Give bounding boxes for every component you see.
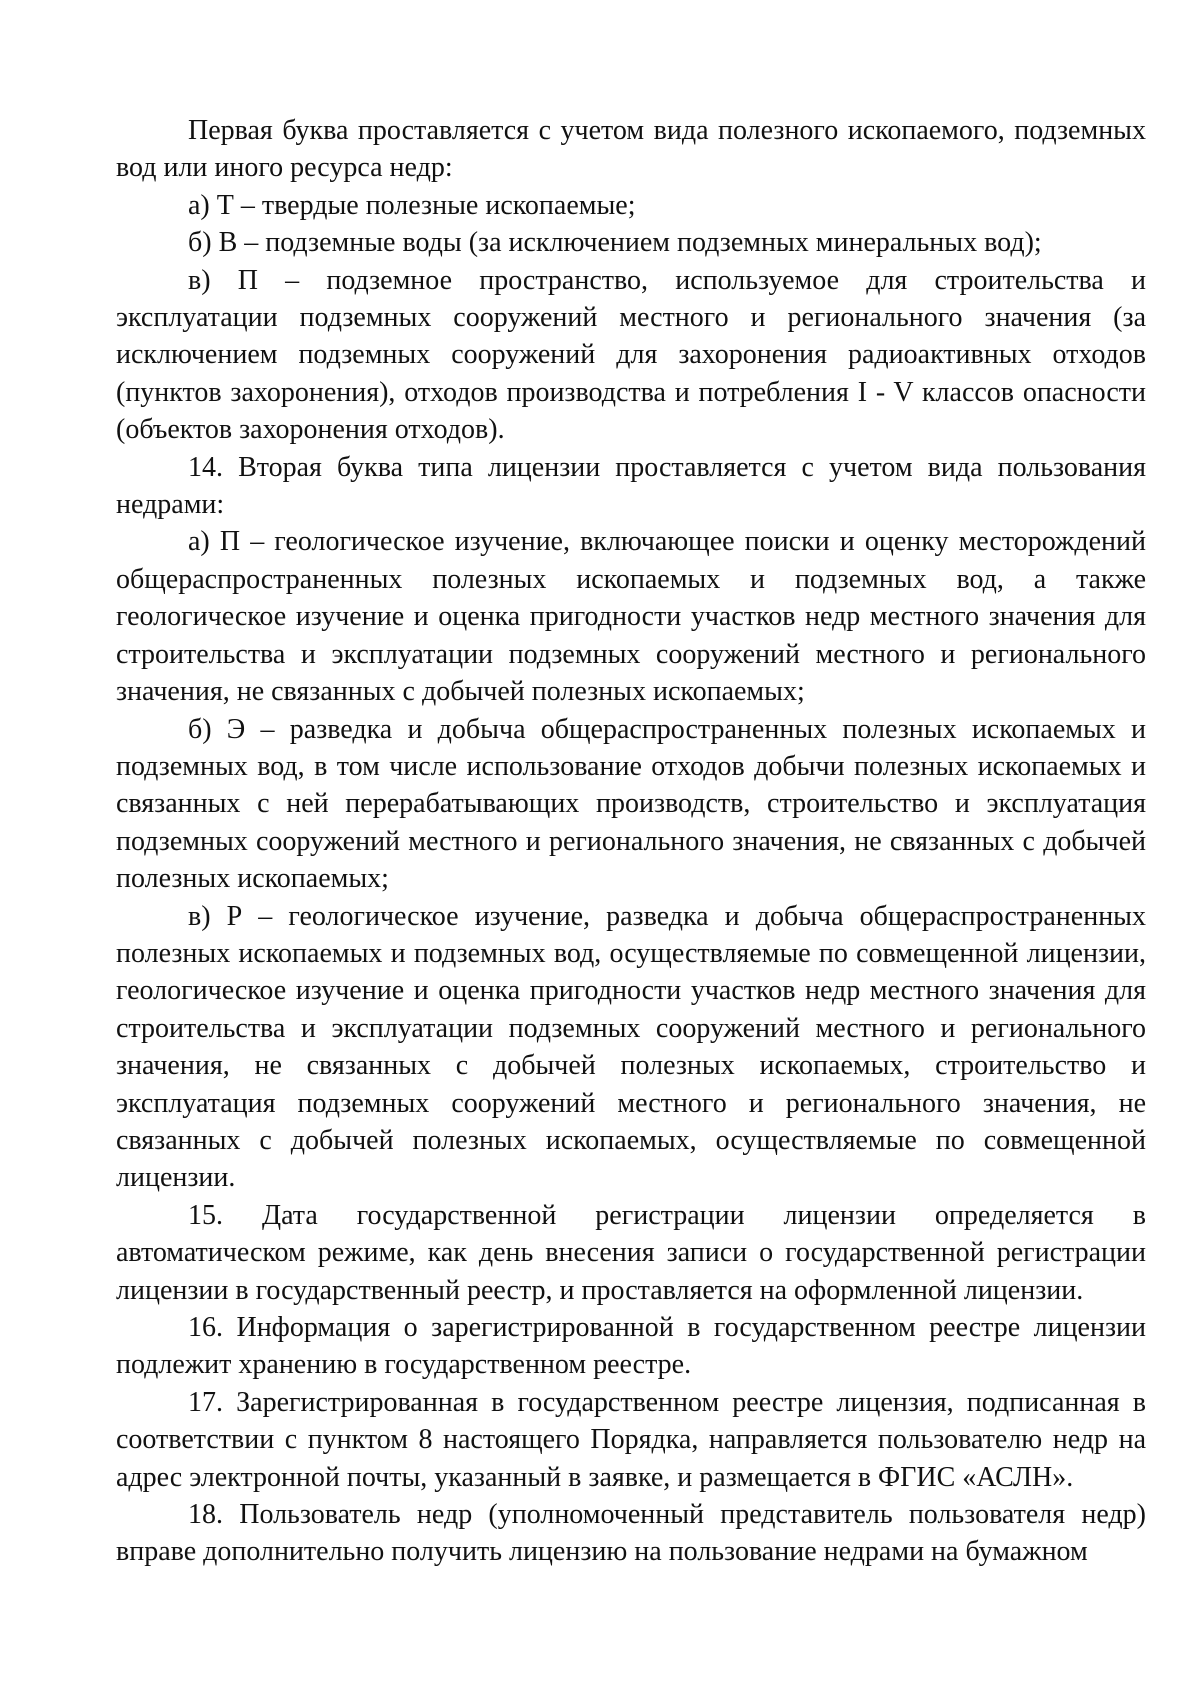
paragraph-item-b-v: б) В – подземные воды (за исключением подземных минеральных вод); — [188, 227, 1042, 259]
document-body — [116, 112, 1146, 1571]
paragraph-14: 14. Вторая буква типа лицензии проставляется с учетом вида пользования недрами: — [116, 451, 1146, 521]
paragraph-item-v-p: в) П – подземное пространство, используемое для строительства и эксплуатации подземных сооружений местного и регионального значения (за исключением подземных сооружений для захоронения радиоактивных отходов (пунктов захоронения), отходов производства и потребления I - V классов опасности (объектов захоронения отходов). — [116, 264, 1146, 446]
paragraph-item-b-e: б) Э – разведка и добыча общераспространенных полезных ископаемых и подземных вод, в том числе использование отходов добычи полезных ископаемых и связанных с ней перерабатывающих производств, строительство и эксплуатация подземных сооружений местного и регионального значения, не связанных с добычей полезных ископаемых; — [116, 713, 1146, 895]
paragraph-16: 16. Информация о зарегистрированной в государственном реестре лицензии подлежит хранению в государственном реестре. — [116, 1312, 1146, 1381]
paragraph-15: 15. Дата государственной регистрации лицензии определяется в автоматическом режиме, как день внесения записи о государственной регистрации лицензии в государственный реестр, и проставляется на оформленной лицензии. — [116, 1199, 1146, 1306]
paragraph-item-a-t: а) Т – твердые полезные ископаемые; — [188, 189, 636, 221]
paragraph-17: 17. Зарегистрированная в государственном реестре лицензия, подписанная в соответствии с пунктом 8 настоящего Порядка, направляется пользователю недр на адрес электронной почты, указанный в заявке, и размещается в ФГИС «АСЛН». — [116, 1386, 1146, 1493]
paragraph-first-letter: Первая буква проставляется с учетом вида полезного ископаемого, подземных вод или иного ресурса недр: — [116, 115, 1146, 184]
paragraph-item-v-r: в) Р – геологическое изучение, разведка и добыча общераспространенных полезных ископаемых и подземных вод, осуществляемые по совмещенной лицензии, геологическое изучение и оценка пригодности участков недр местного значения для строительства и эксплуатации подземных сооружений местного и регионального значения, не связанных с добычей полезных ископаемых, строительство и эксплуатация подземных сооружений местного и регионального значения, не связанных с добычей полезных ископаемых, осуществляемые по совмещенной лицензии. — [116, 900, 1146, 1194]
paragraph-item-a-p: а) П – геологическое изучение, включающее поиски и оценку месторождений общераспространенных полезных ископаемых и подземных вод, а также геологическое изучение и оценка пригодности участков недр местного значения для строительства и эксплуатации подземных сооружений местного и регионального значения, не связанных с добычей полезных ископаемых; — [116, 526, 1146, 708]
paragraph-18: 18. Пользователь недр (уполномоченный представитель пользователя недр) вправе дополнительно получить лицензию на пользование недрами на бумажном — [116, 1499, 1146, 1568]
